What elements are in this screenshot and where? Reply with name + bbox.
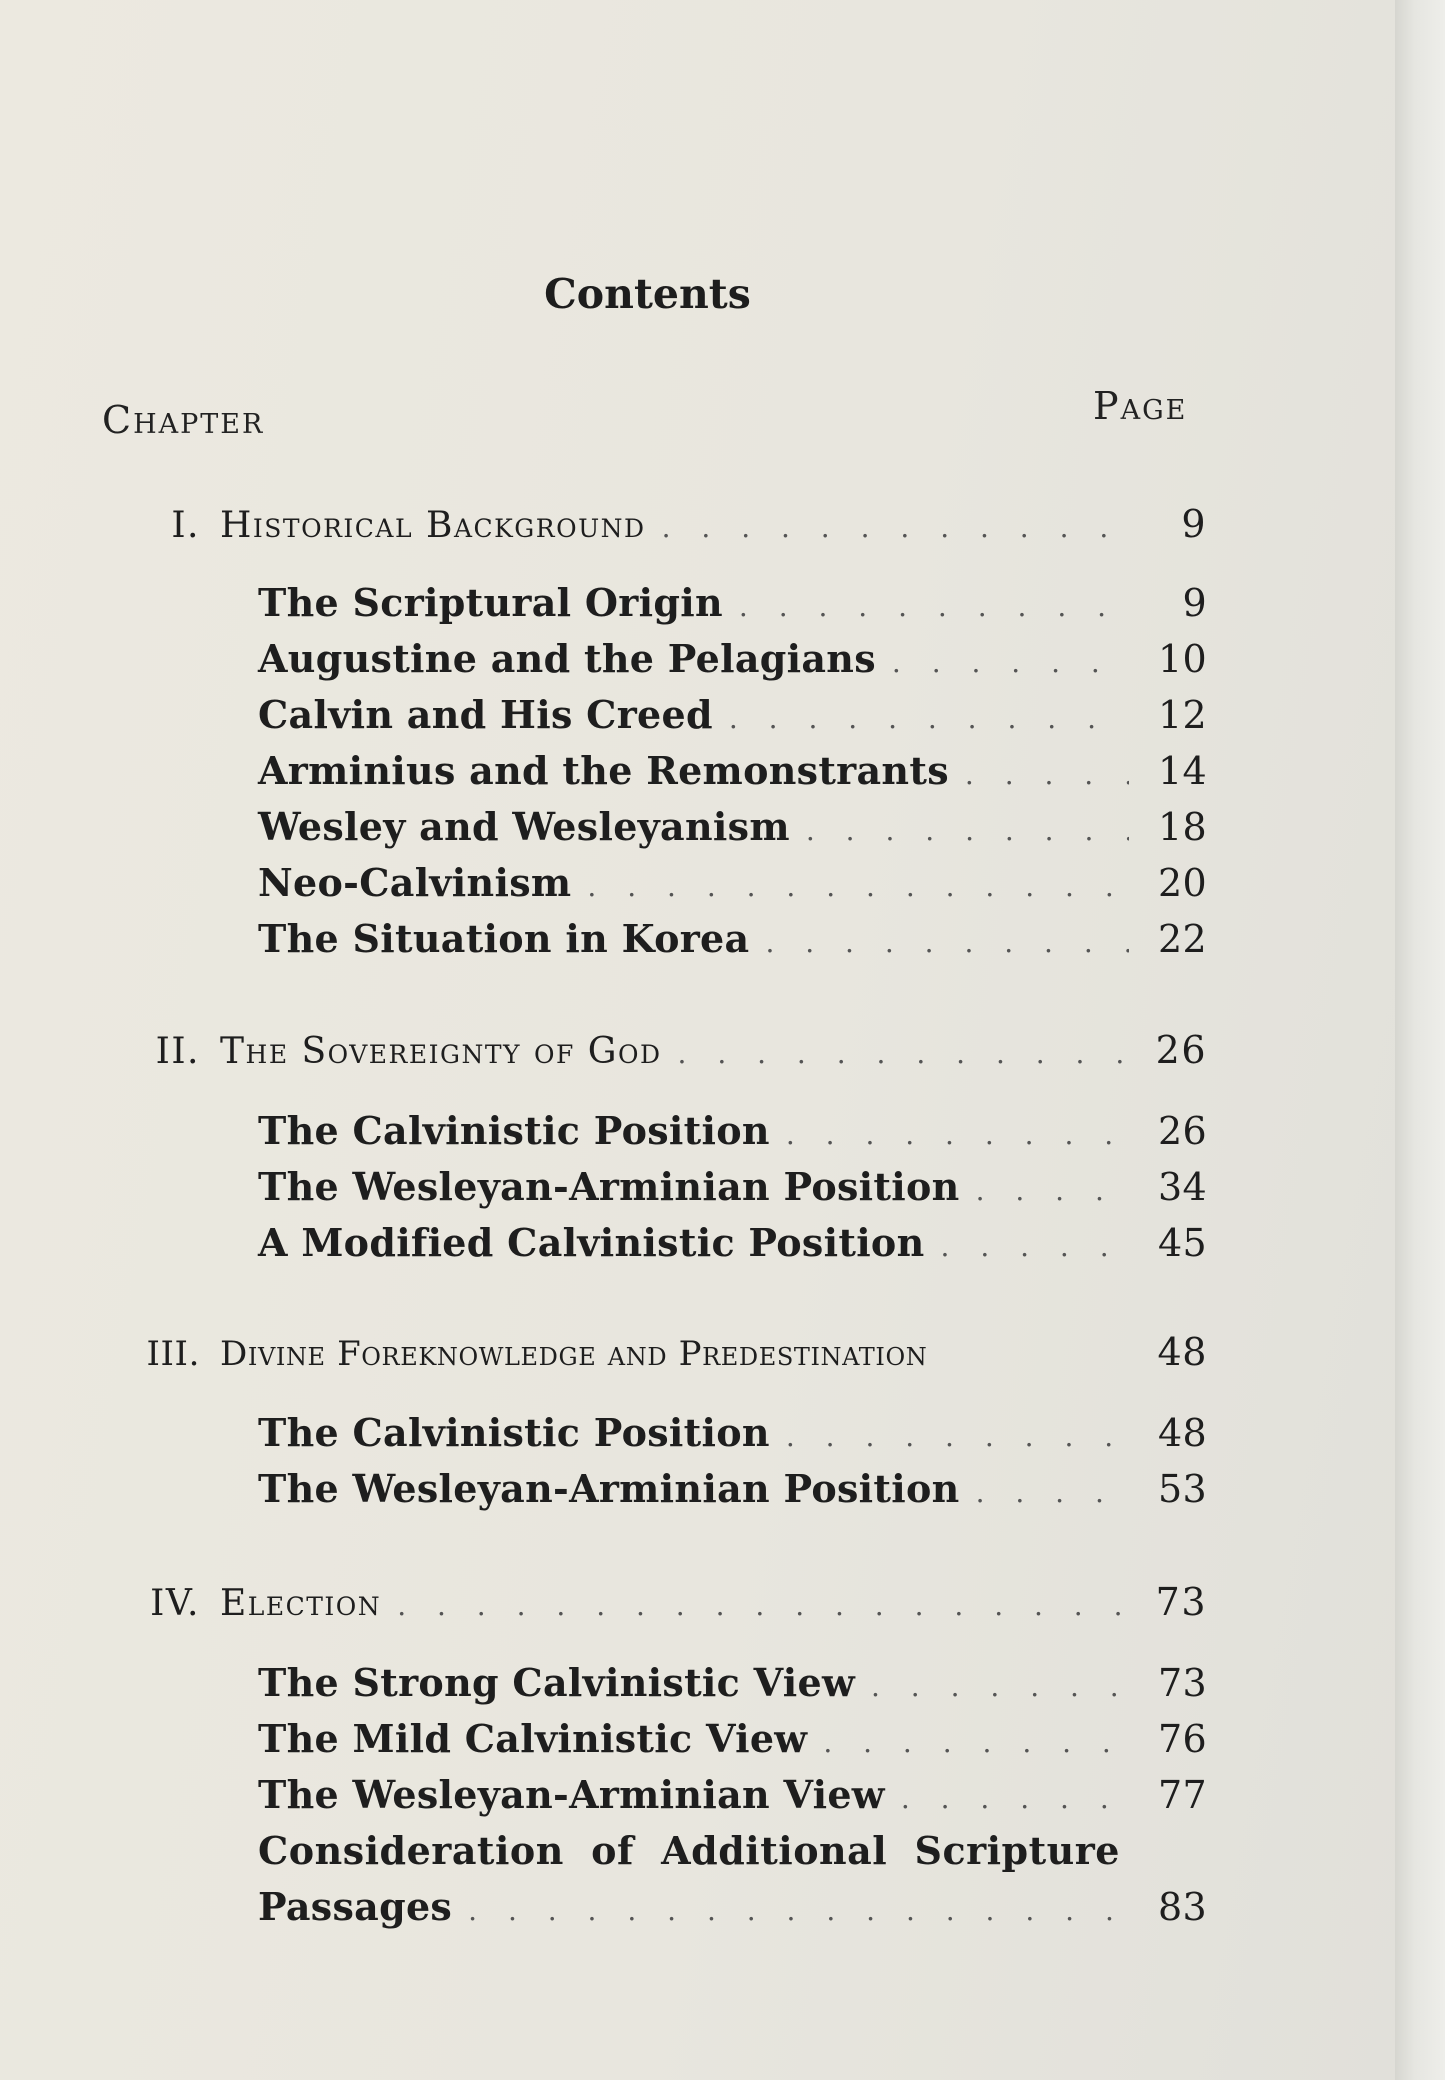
section-title: The Wesleyan-Arminian Position	[258, 1164, 960, 1209]
section-title-word: Scripture	[914, 1828, 1120, 1873]
page-number: 73	[1155, 1580, 1207, 1624]
toc-section-row	[258, 1660, 1207, 1705]
page-number: 76	[1158, 1717, 1207, 1761]
section-title: A Modified Calvinistic Position	[258, 1220, 925, 1265]
toc-section-row	[258, 804, 1207, 849]
toc-section-row	[258, 1108, 1207, 1153]
dot-leader	[729, 702, 1129, 735]
page-title: Contents	[544, 270, 751, 318]
toc-section-row	[258, 692, 1207, 737]
page-column-header: Page	[1093, 384, 1188, 428]
dot-leader	[941, 1230, 1129, 1263]
chapter-column-header: Chapter	[102, 398, 265, 442]
page-number: 9	[1181, 502, 1207, 546]
toc-chapter-row	[120, 1580, 1207, 1624]
toc-section-row	[258, 1772, 1207, 1817]
page-number: 12	[1158, 693, 1207, 737]
page-edge	[1395, 0, 1445, 2080]
dot-leader	[786, 1118, 1129, 1151]
dot-leader	[965, 758, 1129, 791]
toc-section-row	[258, 1884, 1207, 1929]
section-title: Wesley and Wesleyanism	[258, 804, 790, 849]
section-title-word: Consideration	[258, 1828, 564, 1873]
dot-leader	[806, 814, 1129, 847]
page-number: 53	[1158, 1467, 1207, 1511]
toc-section-row	[258, 1410, 1207, 1455]
dot-leader	[739, 590, 1129, 623]
page-number: 45	[1158, 1221, 1207, 1265]
page-number: 9	[1182, 581, 1207, 625]
section-title: Neo-Calvinism	[258, 860, 572, 905]
page-number: 48	[1158, 1411, 1207, 1455]
section-title: The Wesleyan-Arminian Position	[258, 1466, 960, 1511]
chapter-numeral: III.	[146, 1334, 200, 1374]
chapter-title: The Sovereignty of God	[220, 1031, 662, 1072]
section-title: The Mild Calvinistic View	[258, 1716, 808, 1761]
chapter-title: Election	[220, 1583, 382, 1624]
chapter-title: Divine Foreknowledge and Predestination	[220, 1334, 928, 1374]
dot-leader	[662, 511, 1129, 544]
chapter-title: Historical Background	[220, 505, 646, 546]
dot-leader	[823, 1726, 1129, 1759]
section-title: Augustine and the Pelagians	[258, 636, 876, 681]
section-title: The Calvinistic Position	[258, 1410, 770, 1455]
toc-section-row	[258, 636, 1207, 681]
section-title: The Wesleyan-Arminian View	[258, 1772, 885, 1817]
toc-section-row	[258, 748, 1207, 793]
dot-leader	[786, 1420, 1129, 1453]
dot-leader	[871, 1670, 1129, 1703]
page-number: 18	[1158, 805, 1207, 849]
toc-section-row	[258, 1164, 1207, 1209]
toc-section-row	[258, 1466, 1207, 1511]
toc-chapter-row	[120, 502, 1207, 546]
chapter-numeral: I.	[171, 505, 200, 546]
section-title: The Situation in Korea	[258, 916, 750, 961]
page-number: 26	[1155, 1028, 1207, 1072]
toc-chapter-row	[120, 1330, 1207, 1374]
page-number: 48	[1157, 1330, 1207, 1374]
show-through-text	[760, 150, 772, 190]
chapter-numeral: IV.	[150, 1583, 200, 1624]
dot-leader	[678, 1037, 1129, 1070]
toc-section-row	[258, 860, 1207, 905]
page-number: 22	[1158, 917, 1207, 961]
section-title: Arminius and the Remonstrants	[258, 748, 949, 793]
dot-leader	[901, 1782, 1129, 1815]
toc-section-row	[258, 1220, 1207, 1265]
page-number: 83	[1158, 1885, 1207, 1929]
toc-chapter-row	[120, 1028, 1207, 1072]
dot-leader	[397, 1589, 1129, 1622]
chapter-numeral: II.	[155, 1031, 200, 1072]
section-title-continuation: Passages	[258, 1884, 453, 1929]
toc-section-row	[258, 1716, 1207, 1761]
section-title-word: Additional	[661, 1828, 888, 1873]
dot-leader	[765, 926, 1129, 959]
toc-section-title-line	[258, 1828, 1120, 1873]
dot-leader	[976, 1174, 1129, 1207]
page-number: 20	[1158, 861, 1207, 905]
section-title: The Scriptural Origin	[258, 580, 723, 625]
section-title: The Strong Calvinistic View	[258, 1660, 855, 1705]
section-title: The Calvinistic Position	[258, 1108, 770, 1153]
page-number: 14	[1158, 749, 1207, 793]
dot-leader	[587, 870, 1129, 903]
page-number: 77	[1158, 1773, 1207, 1817]
page-number: 10	[1158, 637, 1207, 681]
page-number: 26	[1158, 1109, 1207, 1153]
page-number: 73	[1158, 1661, 1207, 1705]
dot-leader	[468, 1894, 1129, 1927]
section-title: Calvin and His Creed	[258, 692, 713, 737]
section-title-word: of	[591, 1828, 634, 1873]
dot-leader	[976, 1476, 1129, 1509]
page-number: 34	[1158, 1165, 1207, 1209]
toc-section-row	[258, 916, 1207, 961]
toc-section-row	[258, 580, 1207, 625]
dot-leader	[892, 646, 1129, 679]
